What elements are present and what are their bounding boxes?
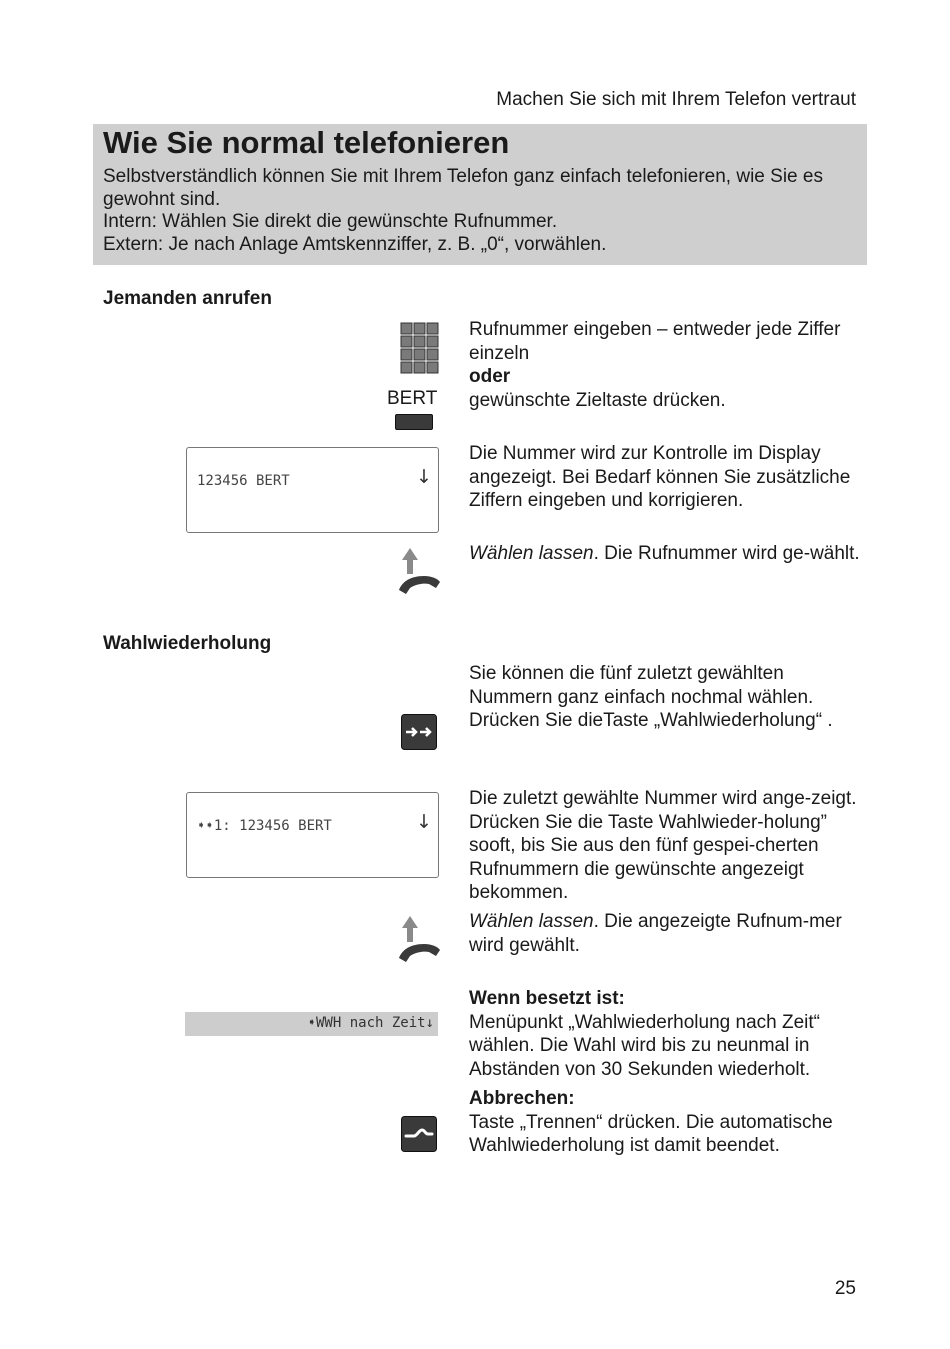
handset-dial-icon [396,914,442,964]
phone-display [186,447,439,533]
display-text-redial: ➧➧1: 123456 BERT [197,818,332,834]
redial-key-icon[interactable] [401,714,437,750]
intro-line-2: Intern: Wählen Sie direkt die gewünschte Rufnummer. [103,211,558,232]
destination-key[interactable] [395,414,433,430]
handset-dial-icon [396,546,442,596]
cancel-heading: Abbrechen: [469,1088,575,1109]
page-title: Wie Sie normal telefonieren [103,125,510,160]
busy-text: Menüpunkt „Wahlwiederholung nach Zeit“ wählen. Die Wahl wird bis zu neunmal in Abständen von 30 Sekunden wiederholt. [469,1011,820,1080]
display-down-arrow-icon: ↓ [416,466,432,488]
redial-intro: Sie können die fünf zuletzt gewählten Nummern ganz einfach nochmal wählen. Drücken Sie dieTaste „Wahlwiederholung“ . [469,663,833,731]
step-press-key-text: gewünschte Zieltaste drücken. [469,389,726,411]
cancel-text: Taste „Trennen“ drücken. Die automatische Wahlwiederholung ist damit beendet. [469,1111,833,1156]
menu-item-text: ➧WWH nach Zeit↓ [307,1015,434,1031]
menu-item-timed-redial[interactable] [185,1012,438,1036]
intro-text [103,166,853,256]
or-label: oder [469,366,511,387]
busy-heading: Wenn besetzt ist: [469,988,625,1009]
redial-dial-italic: Wählen lassen [469,911,594,932]
step-dial [469,542,864,566]
intro-line-1: Selbstverständlich können Sie mit Ihrem Telefon ganz einfach telefonieren, wie Sie es gewohnt sind. [103,166,823,210]
redial-dial-rest: . Die angezeigte Rufnum-mer wird gewählt. [469,911,842,956]
keypad-icon [400,322,440,374]
dial-italic: Wählen lassen [469,543,594,564]
dial-rest: . Die Rufnummer wird ge-wählt. [593,543,860,564]
busy-block [469,987,864,1081]
step-enter-number-text: Rufnummer eingeben – entweder jede Ziffer einzeln [469,319,841,364]
display-text: 123456 BERT [197,473,290,489]
destination-key-label: BERT [387,388,438,409]
section-heading-wahlwiederholung: Wahlwiederholung [103,633,272,654]
phone-display-redial [186,792,439,878]
cancel-block [469,1087,864,1158]
section-heading-anrufen: Jemanden anrufen [103,288,272,309]
step-display-check: Die Nummer wird zur Kontrolle im Display angezeigt. Bei Bedarf können Sie zusätzliche Ziffern eingeben und korrigieren. [469,443,851,511]
running-header: Machen Sie sich mit Ihrem Telefon vertraut [496,89,856,110]
redial-step-dial [469,910,864,957]
intro-line-3: Extern: Je nach Anlage Amtskennziffer, z. B. „0“, vorwählen. [103,233,607,255]
display-down-arrow-icon: ↓ [416,811,432,833]
disconnect-key-icon[interactable] [401,1116,437,1152]
redial-step-display: Die zuletzt gewählte Nummer wird ange-zeigt. Drücken Sie die Taste Wahlwieder-holung” sooft, bis Sie aus den fünf gespei-cherten Rufnummern die gewünschte angezeigt bekommen. [469,788,857,903]
page-number: 25 [834,1278,856,1299]
step-enter-number [469,318,864,412]
